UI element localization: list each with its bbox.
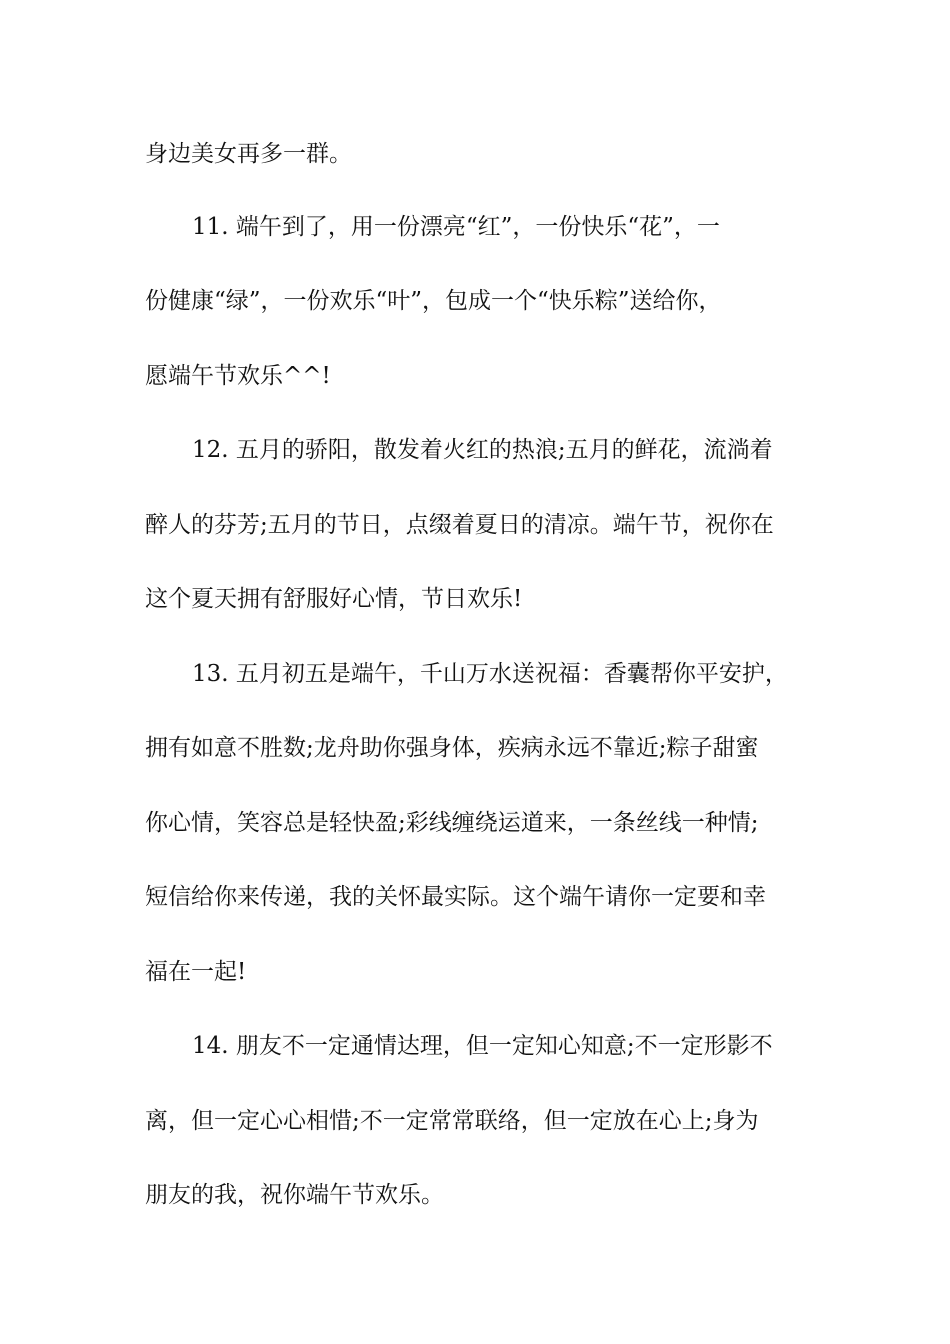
paragraph-14-first-line: 14. 朋友不一定通情达理，但一定知心知意;不一定形影不 [192, 1033, 773, 1059]
text-line: 短信给你来传递，我的关怀最实际。这个端午请你一定要和幸 [145, 884, 766, 910]
text-line: 愿端午节欢乐^^! [145, 363, 331, 389]
paragraph-13-first-line: 13. 五月初五是端午，千山万水送祝福：香囊帮你平安护， [192, 661, 788, 687]
text-line: 醉人的芬芳;五月的节日，点缀着夏日的清凉。端午节，祝你在 [145, 512, 774, 538]
text-line: 拥有如意不胜数;龙舟助你强身体，疾病永远不靠近;粽子甜蜜 [145, 735, 759, 761]
paragraph-11-first-line: 11. 端午到了，用一份漂亮“红”，一份快乐“花”，一 [192, 214, 720, 240]
text-line: 这个夏天拥有舒服好心情，节日欢乐! [145, 586, 523, 612]
text-line: 离，但一定心心相惜;不一定常常联络，但一定放在心上;身为 [145, 1108, 759, 1134]
text-line: 你心情，笑容总是轻快盈;彩线缠绕运道来，一条丝线一种情; [145, 810, 759, 836]
text-line: 份健康“绿”，一份欢乐“叶”，包成一个“快乐粽”送给你， [145, 288, 722, 314]
paragraph-12-first-line: 12. 五月的骄阳，散发着火红的热浪;五月的鲜花，流淌着 [192, 437, 773, 463]
text-line: 福在一起! [145, 959, 247, 985]
text-line: 朋友的我，祝你端午节欢乐。 [145, 1182, 444, 1208]
text-line: 身边美女再多一群。 [145, 141, 352, 167]
